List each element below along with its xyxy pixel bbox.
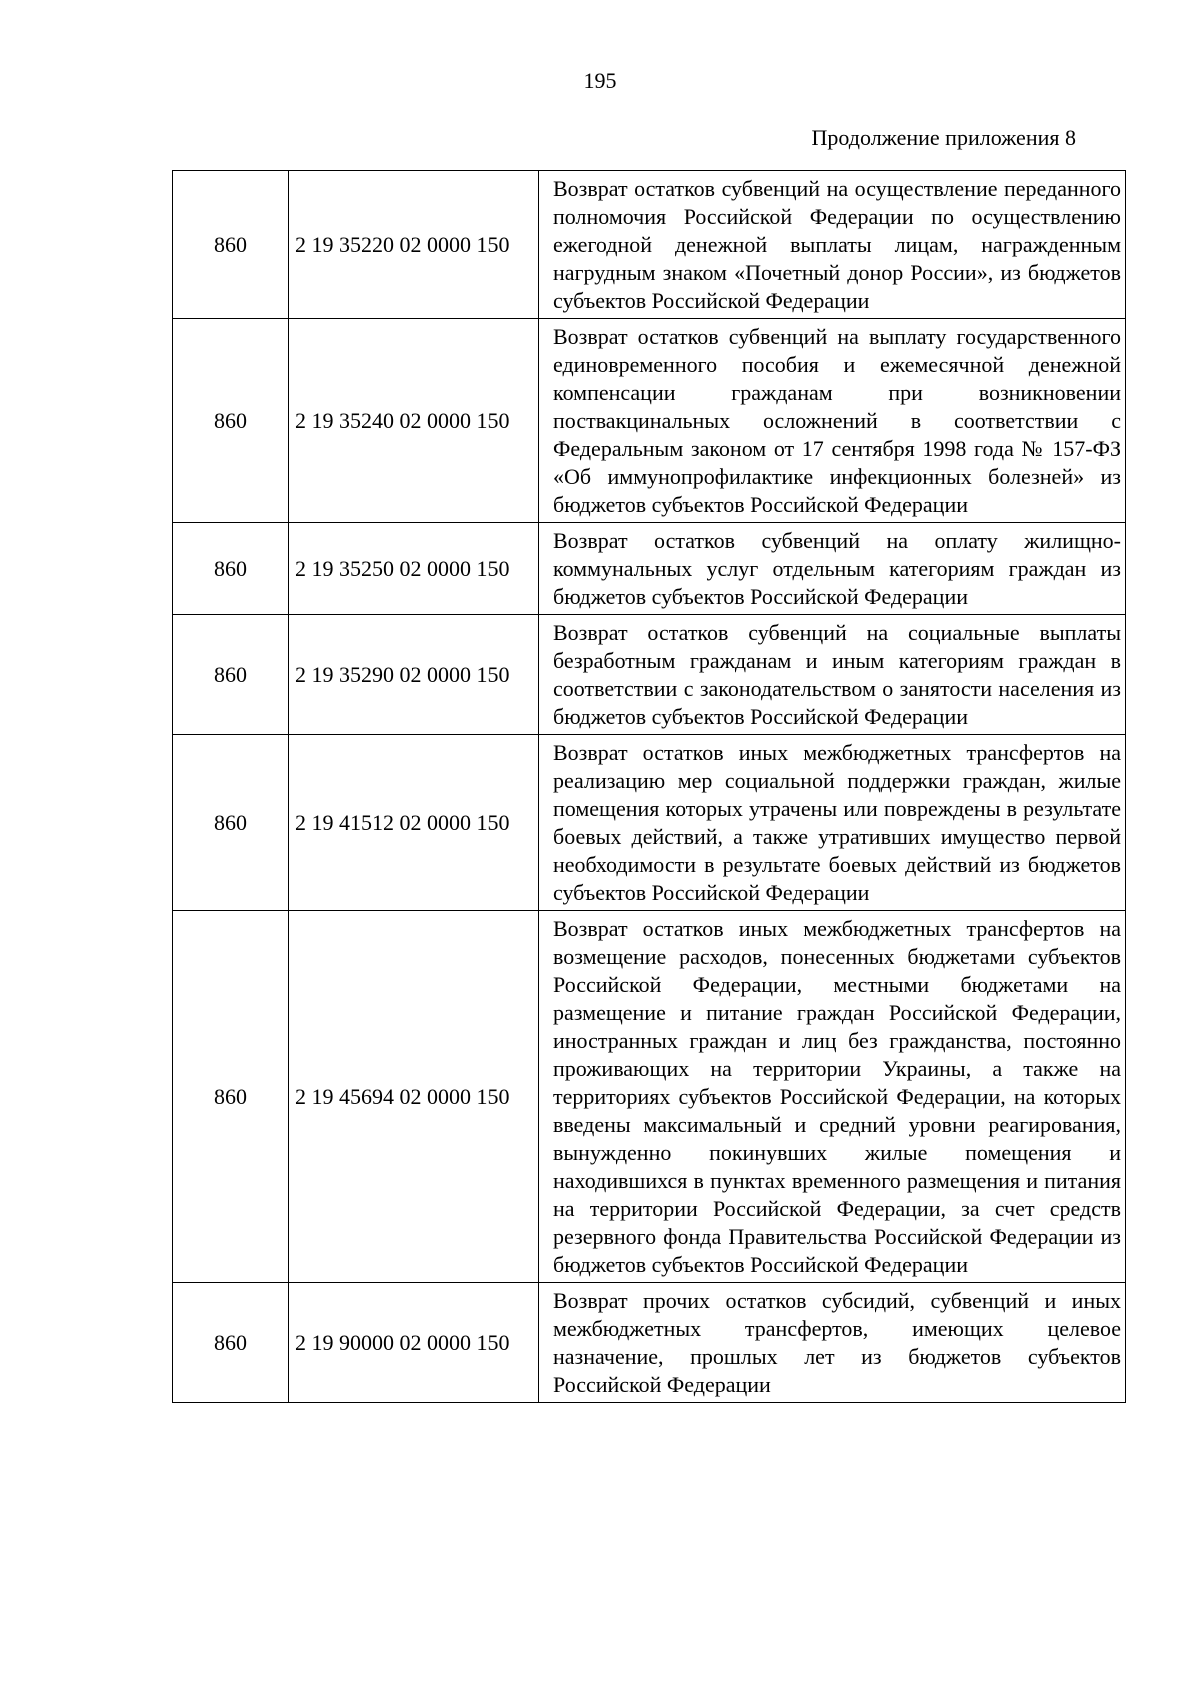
admin-code-cell: 860	[173, 523, 289, 615]
description-cell: Возврат остатков субвенций на выплату государственного единовременного пособия и ежемесячной денежной компенсации гражданам при возникновении поствакцинальных осложнений в соответствии с Федеральным законом от 17 сентября 1998 года № 157-ФЗ «Об иммунопрофилактике инфекционных болезней» из бюджетов субъектов Российской Федерации	[539, 319, 1126, 523]
budget-code-cell: 2 19 41512 02 0000 150	[289, 735, 539, 911]
description-cell: Возврат остатков иных межбюджетных трансфертов на реализацию мер социальной поддержки граждан, жилые помещения которых утрачены или повреждены в результате боевых действий, а также утративших имущество первой необходимости в результате боевых действий из бюджетов субъектов Российской Федерации	[539, 735, 1126, 911]
description-cell: Возврат остатков субвенций на оплату жилищно-коммунальных услуг отдельным категориям граждан из бюджетов субъектов Российской Федерации	[539, 523, 1126, 615]
table-row	[173, 1283, 1126, 1403]
description-cell: Возврат остатков субвенций на социальные выплаты безработным гражданам и иным категориям граждан в соответствии с законодательством о занятости населения из бюджетов субъектов Российской Федерации	[539, 615, 1126, 735]
table-row	[173, 319, 1126, 523]
description-cell: Возврат прочих остатков субсидий, субвенций и иных межбюджетных трансфертов, имеющих целевое назначение, прошлых лет из бюджетов субъектов Российской Федерации	[539, 1283, 1126, 1403]
admin-code-cell: 860	[173, 911, 289, 1283]
admin-code-cell: 860	[173, 1283, 289, 1403]
table-row	[173, 735, 1126, 911]
admin-code-cell: 860	[173, 735, 289, 911]
budget-code-cell: 2 19 35240 02 0000 150	[289, 319, 539, 523]
admin-code-cell: 860	[173, 615, 289, 735]
budget-code-cell: 2 19 45694 02 0000 150	[289, 911, 539, 1283]
description-cell: Возврат остатков субвенций на осуществление переданного полномочия Российской Федерации по осуществлению ежегодной денежной выплаты лицам, награжденным нагрудным знаком «Почетный донор России», из бюджетов субъектов Российской Федерации	[539, 171, 1126, 319]
table-row	[173, 911, 1126, 1283]
table-row	[173, 615, 1126, 735]
table-row	[173, 171, 1126, 319]
budget-code-cell: 2 19 35250 02 0000 150	[289, 523, 539, 615]
budget-code-cell: 2 19 35220 02 0000 150	[289, 171, 539, 319]
budget-code-cell: 2 19 90000 02 0000 150	[289, 1283, 539, 1403]
description-cell: Возврат остатков иных межбюджетных трансфертов на возмещение расходов, понесенных бюджетами субъектов Российской Федерации, местными бюджетами на размещение и питание граждан Российской Федерации, иностранных граждан и лиц без гражданства, постоянно проживающих на территории Украины, а также на территориях субъектов Российской Федерации, на которых введены максимальный и средний уровни реагирования, вынужденно покинувших жилые помещения и находившихся в пунктах временного размещения и питания на территории Российской Федерации, за счет средств резервного фонда Правительства Российской Федерации из бюджетов субъектов Российской Федерации	[539, 911, 1126, 1283]
admin-code-cell: 860	[173, 171, 289, 319]
table-row	[173, 523, 1126, 615]
appendix-continuation-label: Продолжение приложения 8	[811, 125, 1076, 150]
budget-codes-table	[172, 170, 1126, 1403]
budget-code-cell: 2 19 35290 02 0000 150	[289, 615, 539, 735]
admin-code-cell: 860	[173, 319, 289, 523]
page-number: 195	[583, 68, 617, 93]
